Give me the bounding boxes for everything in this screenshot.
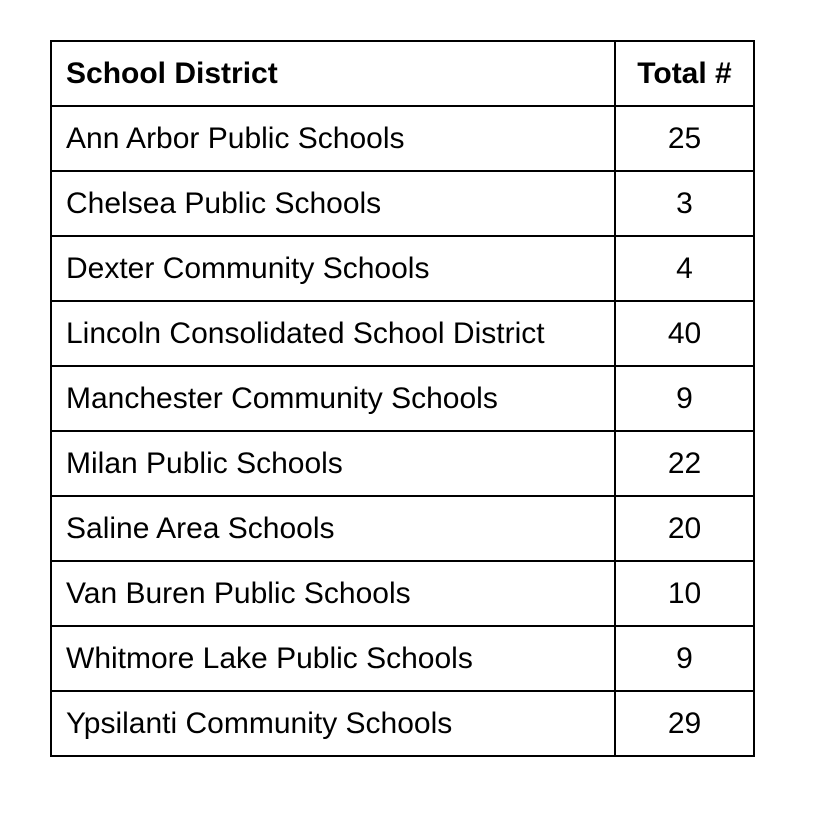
total-count-cell: 9 xyxy=(615,626,754,691)
table-row xyxy=(51,171,754,236)
table-row xyxy=(51,496,754,561)
table-row xyxy=(51,366,754,431)
total-count-cell: 25 xyxy=(615,106,754,171)
column-header-school-district: School District xyxy=(51,41,615,106)
table-row xyxy=(51,691,754,756)
table-row xyxy=(51,236,754,301)
district-name-cell: Chelsea Public Schools xyxy=(51,171,615,236)
table-row xyxy=(51,626,754,691)
district-table-container xyxy=(50,40,755,757)
district-name-cell: Whitmore Lake Public Schools xyxy=(51,626,615,691)
table-row xyxy=(51,106,754,171)
district-name-cell: Saline Area Schools xyxy=(51,496,615,561)
total-count-cell: 3 xyxy=(615,171,754,236)
total-count-cell: 4 xyxy=(615,236,754,301)
table-row xyxy=(51,301,754,366)
district-name-cell: Dexter Community Schools xyxy=(51,236,615,301)
district-name-cell: Milan Public Schools xyxy=(51,431,615,496)
district-name-cell: Lincoln Consolidated School District xyxy=(51,301,615,366)
total-count-cell: 20 xyxy=(615,496,754,561)
district-name-cell: Van Buren Public Schools xyxy=(51,561,615,626)
table-header-row xyxy=(51,41,754,106)
total-count-cell: 29 xyxy=(615,691,754,756)
table-row xyxy=(51,431,754,496)
district-name-cell: Ypsilanti Community Schools xyxy=(51,691,615,756)
district-name-cell: Ann Arbor Public Schools xyxy=(51,106,615,171)
district-name-cell: Manchester Community Schools xyxy=(51,366,615,431)
total-count-cell: 40 xyxy=(615,301,754,366)
total-count-cell: 10 xyxy=(615,561,754,626)
column-header-total: Total # xyxy=(615,41,754,106)
total-count-cell: 22 xyxy=(615,431,754,496)
table-row xyxy=(51,561,754,626)
school-district-table xyxy=(50,40,755,757)
total-count-cell: 9 xyxy=(615,366,754,431)
